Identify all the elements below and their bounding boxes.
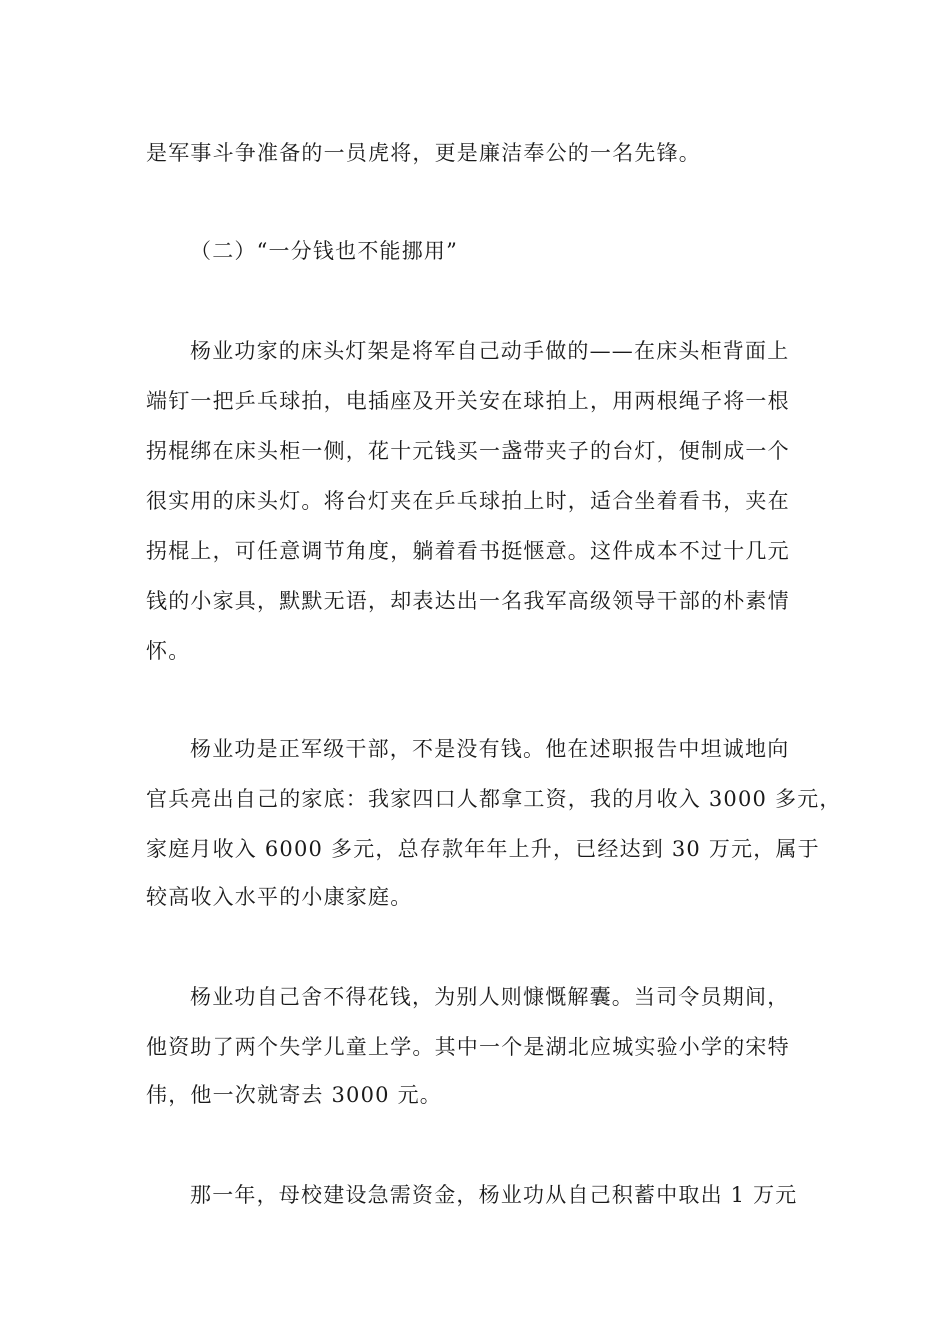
paragraph-line: 很实用的床头灯。将台灯夹在乒乓球拍上时，适合坐着看书，夹在 (146, 489, 790, 513)
paragraph-line: 杨业功是正军级干部，不是没有钱。他在述职报告中坦诚地向 (190, 737, 790, 761)
paragraph-line: 拐棍上，可任意调节角度，躺着看书挺惬意。这件成本不过十几元 (146, 539, 790, 563)
paragraph-line: 端钉一把乒乓球拍，电插座及开关安在球拍上，用两根绳子将一根 (146, 389, 790, 413)
section-heading: （二）“一分钱也不能挪用” (190, 239, 459, 263)
paragraph-line: 钱的小家具，默默无语，却表达出一名我军高级领导干部的朴素情 (146, 589, 790, 613)
paragraph-line: 伟，他一次就寄去 3000 元。 (146, 1083, 442, 1107)
paragraph-line: 官兵亮出自己的家底：我家四口人都拿工资，我的月收入 3000 多元， (146, 787, 842, 811)
paragraph-line: 家庭月收入 6000 多元，总存款年年上升，已经达到 30 万元，属于 (146, 837, 820, 861)
paragraph-line: 是军事斗争准备的一员虎将，更是廉洁奉公的一名先锋。 (146, 141, 701, 165)
paragraph-line: 那一年，母校建设急需资金，杨业功从自己积蓄中取出 1 万元 (190, 1183, 798, 1207)
paragraph-line: 杨业功自己舍不得花钱，为别人则慷慨解囊。当司令员期间， (190, 985, 790, 1009)
paragraph-line: 他资助了两个失学儿童上学。其中一个是湖北应城实验小学的宋特 (146, 1035, 790, 1059)
paragraph-line: 较高收入水平的小康家庭。 (146, 885, 413, 909)
paragraph-line: 怀。 (146, 639, 191, 663)
paragraph-line: 拐棍绑在床头柜一侧，花十元钱买一盏带夹子的台灯，便制成一个 (146, 439, 790, 463)
paragraph-line: 杨业功家的床头灯架是将军自己动手做的——在床头柜背面上 (190, 339, 790, 363)
